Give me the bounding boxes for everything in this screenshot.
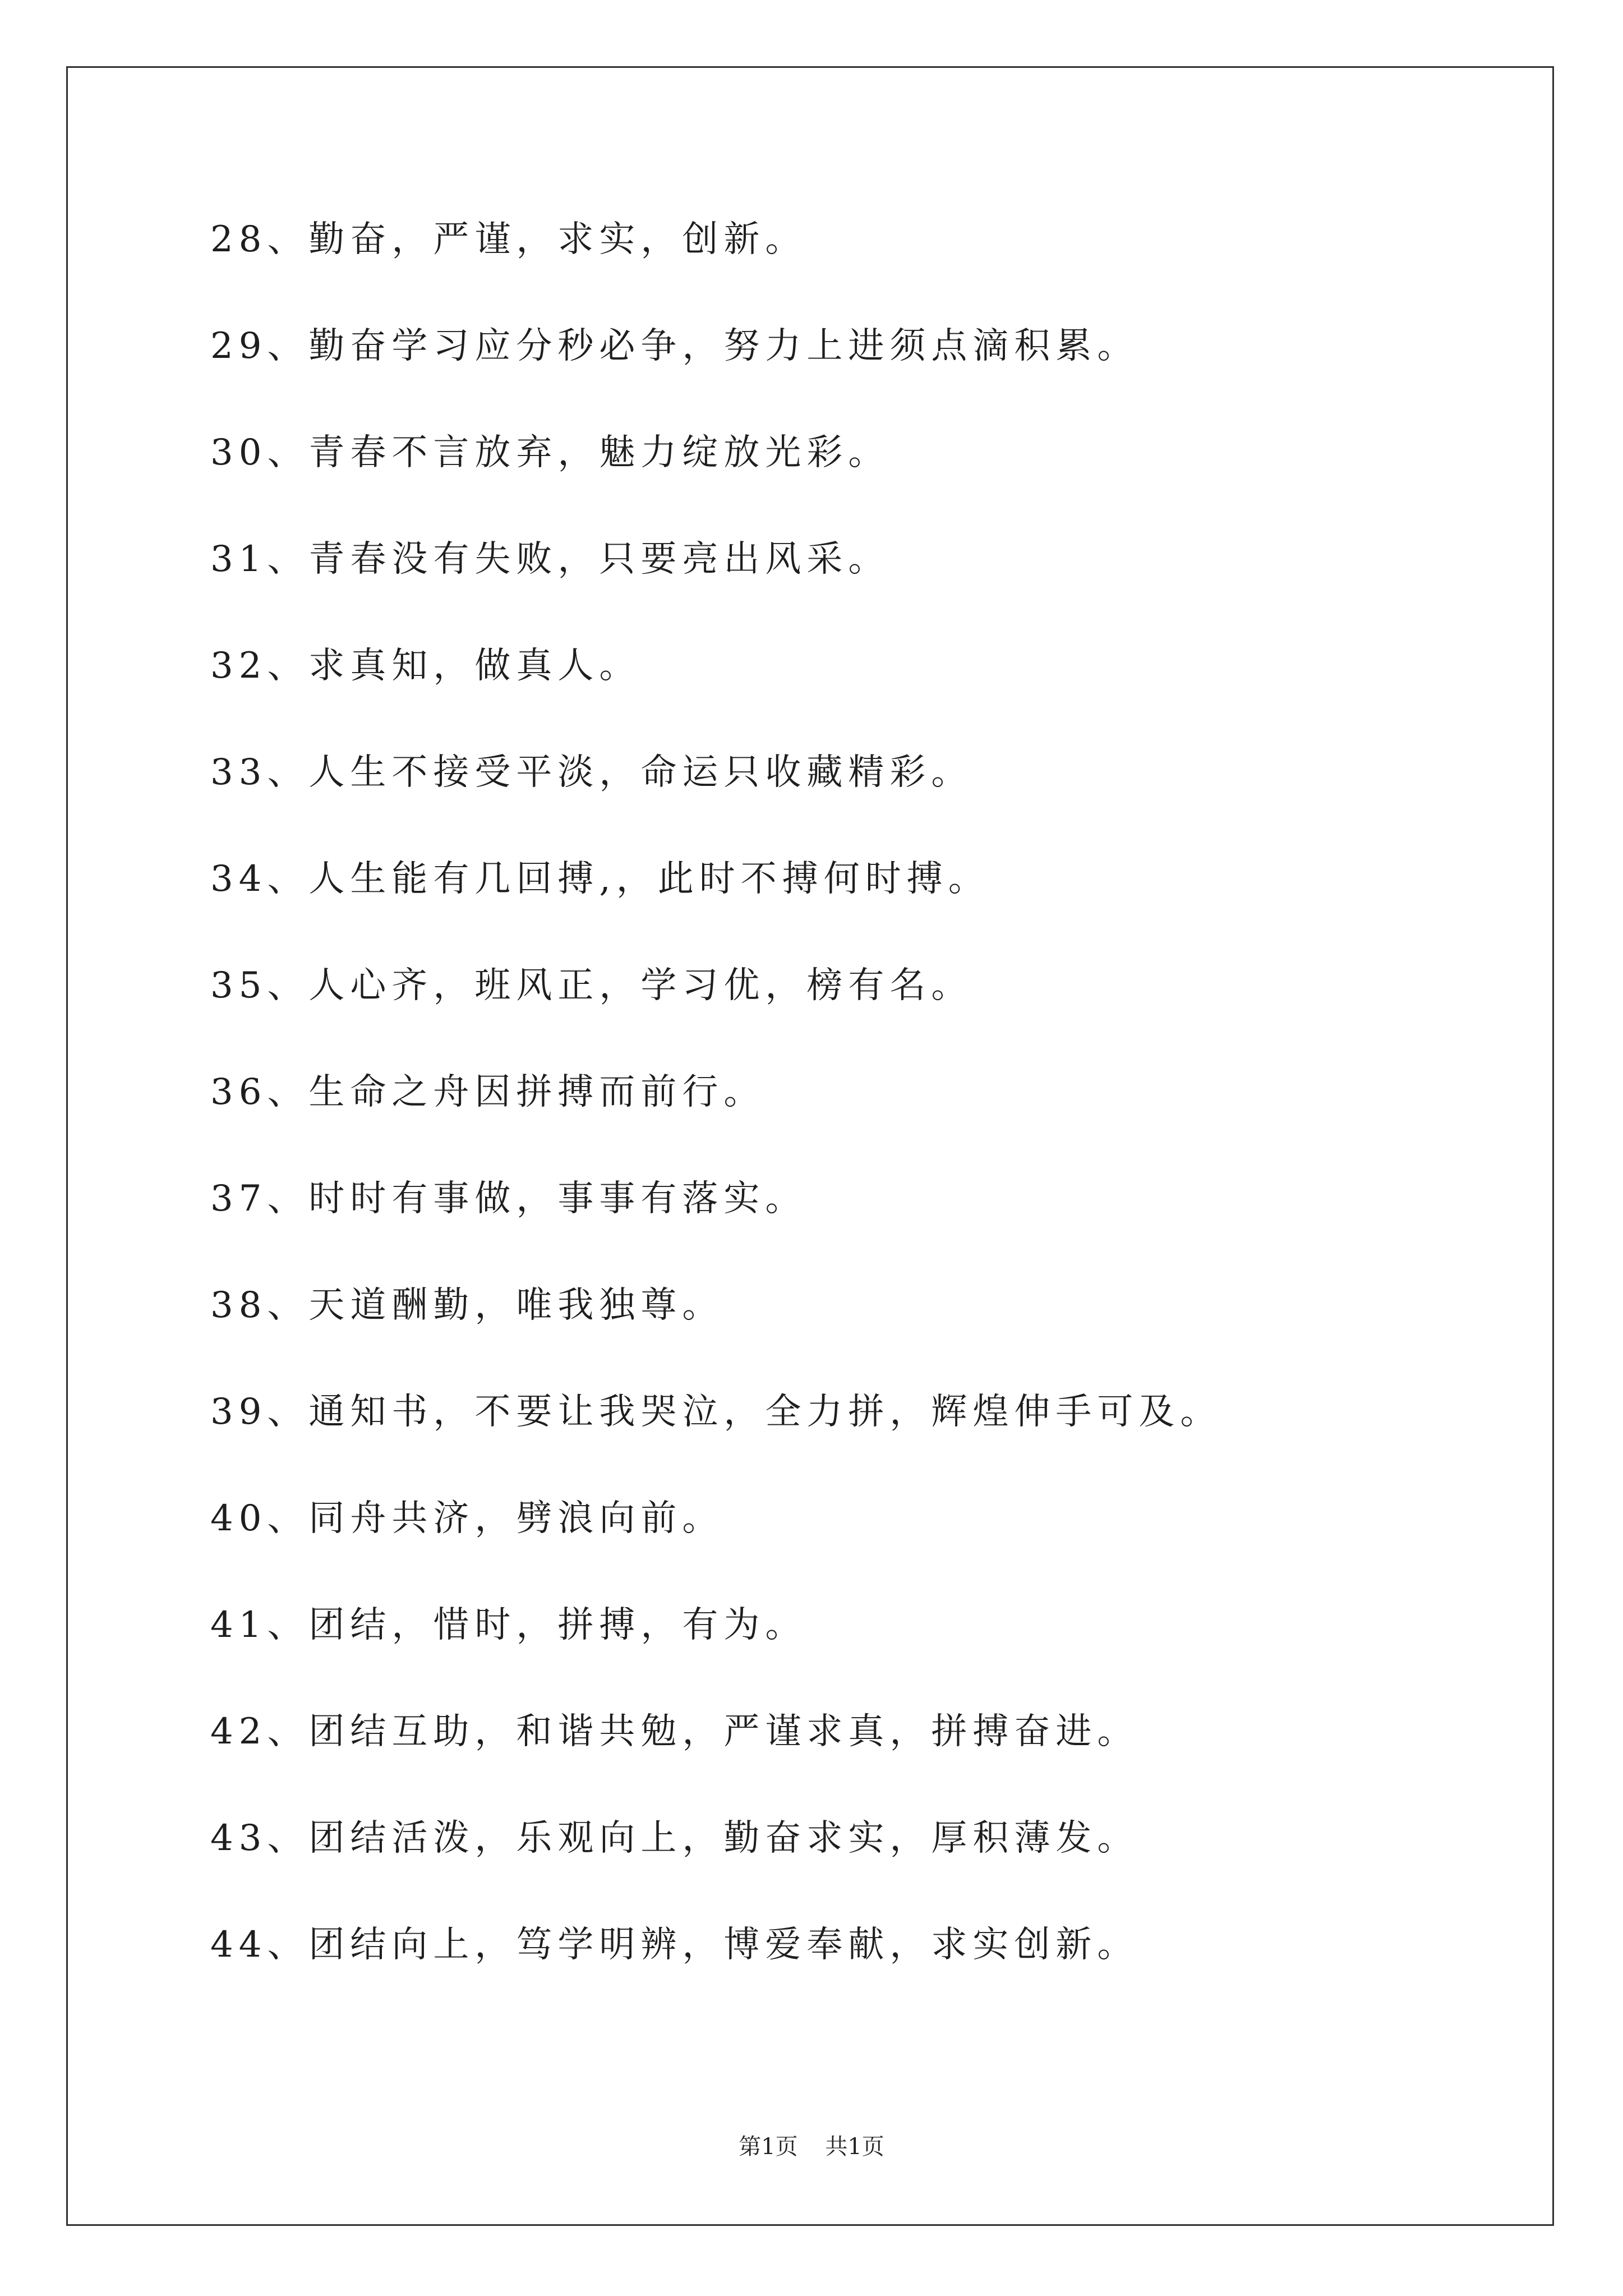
page-footer <box>0 2129 1623 2161</box>
slogan-line-41: 41、团结，惜时，拼搏，有为。 <box>210 1604 807 1646</box>
slogan-line-44: 44、团结向上，笃学明辨，博爱奉献，求实创新。 <box>210 1924 1139 1966</box>
slogan-line-30: 30、青春不言放弃，魅力绽放光彩。 <box>210 432 890 473</box>
slogan-line-28: 28、勤奋，严谨，求实，创新。 <box>210 219 807 260</box>
slogan-line-29: 29、勤奋学习应分秒必争，努力上进须点滴积累。 <box>210 325 1139 367</box>
slogan-line-36: 36、生命之舟因拼搏而前行。 <box>210 1071 766 1113</box>
page-number-current: 第1页 <box>739 2134 798 2160</box>
slogan-line-32: 32、求真知，做真人。 <box>210 645 641 687</box>
slogan-line-43: 43、团结活泼，乐观向上，勤奋求实，厚积薄发。 <box>210 1818 1139 1859</box>
slogan-line-33: 33、人生不接受平淡，命运只收藏精彩。 <box>210 752 973 793</box>
slogan-line-31: 31、青春没有失败，只要亮出风采。 <box>210 539 890 580</box>
page-border <box>66 66 1554 2226</box>
page-number-total: 共1页 <box>825 2134 884 2160</box>
slogan-line-34: 34、人生能有几回搏,，此时不搏何时搏。 <box>210 858 990 900</box>
slogan-line-38: 38、天道酬勤，唯我独尊。 <box>210 1285 724 1326</box>
slogan-line-37: 37、时时有事做，事事有落实。 <box>210 1178 807 1220</box>
slogan-line-39: 39、通知书，不要让我哭泣，全力拼，辉煌伸手可及。 <box>210 1391 1222 1433</box>
slogan-line-35: 35、人心齐，班风正，学习优，榜有名。 <box>210 965 973 1006</box>
slogan-line-42: 42、团结互助，和谐共勉，严谨求真，拼搏奋进。 <box>210 1711 1139 1752</box>
slogan-line-40: 40、同舟共济，劈浪向前。 <box>210 1498 724 1539</box>
